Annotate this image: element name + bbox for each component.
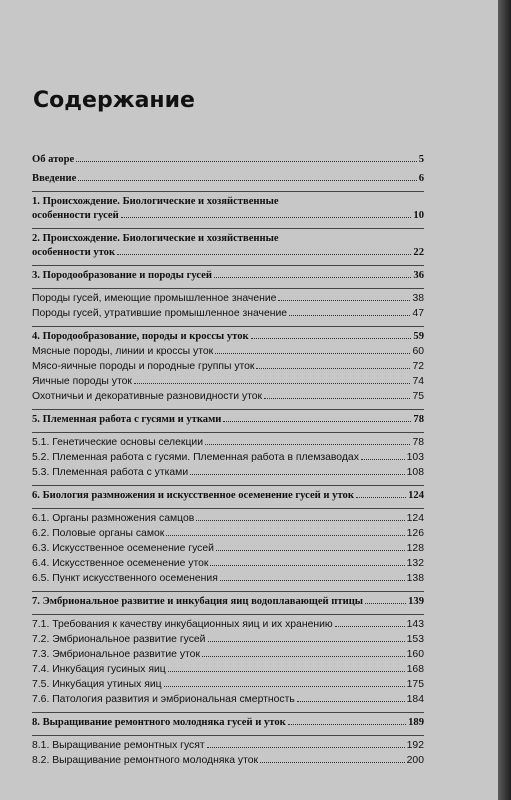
toc-page-number: 75 (412, 391, 424, 402)
toc-entry-title: 8. Выращивание ремонтного молодняка гусей и уток (32, 717, 286, 728)
toc-section (32, 664, 424, 679)
separator-rule (32, 508, 424, 509)
toc-section (32, 361, 424, 376)
toc-entry-title: Охотничьи и декоративные разновидности уток (32, 391, 263, 402)
toc-entry-title: 8.2. Выращивание ремонтного молодняка уток (32, 755, 259, 766)
toc-entry-title-line: 2. Происхождение. Биологические и хозяйственные (32, 233, 279, 244)
toc-section (32, 694, 424, 709)
toc-row (32, 331, 424, 346)
toc-page-number: 60 (412, 346, 424, 357)
toc-entry-title: Породы гусей, имеющие промышленное значение (32, 293, 277, 304)
toc-chapter (32, 196, 424, 225)
toc-page-number: 36 (413, 270, 424, 281)
toc-row (32, 173, 424, 188)
toc-row (32, 649, 424, 664)
toc-row (32, 346, 424, 361)
dot-leader (205, 444, 410, 445)
separator-rule (32, 326, 424, 327)
toc-chapter (32, 596, 424, 611)
toc-entry-title: 6. Биология размножения и искусственное осеменение гусей и уток (32, 490, 354, 501)
toc-row (32, 634, 424, 649)
toc-entry-title: 7.4. Инкубация гусиных яиц (32, 664, 166, 675)
toc-row (32, 154, 424, 169)
toc-row (32, 740, 424, 755)
toc-section (32, 452, 424, 467)
toc-row (32, 210, 424, 225)
dot-leader (288, 724, 406, 725)
toc-section (32, 437, 424, 452)
toc-entry-title: 5. Племенная работа с гусями и утками (32, 414, 222, 425)
toc-page-number: 22 (413, 247, 424, 258)
toc-section (32, 649, 424, 664)
toc-row (32, 664, 424, 679)
toc-row (32, 467, 424, 482)
dot-leader (361, 459, 405, 460)
toc-row (32, 513, 424, 528)
separator-rule (32, 614, 424, 615)
toc-section (32, 755, 424, 770)
toc-section (32, 513, 424, 528)
dot-leader (335, 626, 405, 627)
separator-rule (32, 228, 424, 229)
toc-chapter (32, 270, 424, 285)
toc-chapter (32, 717, 424, 732)
page-title: Содержание (33, 88, 195, 113)
toc-section (32, 346, 424, 361)
toc-page-number: 78 (413, 414, 424, 425)
toc-row (32, 596, 424, 611)
toc-page-number: 138 (406, 573, 424, 584)
separator-rule (32, 485, 424, 486)
toc-row (32, 308, 424, 323)
toc-section (32, 528, 424, 543)
toc-row (32, 619, 424, 634)
toc-page-number: 153 (406, 634, 424, 645)
toc-row (32, 293, 424, 308)
toc-section (32, 679, 424, 694)
toc-page-number: 108 (406, 467, 424, 478)
dot-leader (76, 161, 417, 162)
dot-leader (216, 550, 405, 551)
toc-section (32, 619, 424, 634)
book-spine (498, 0, 511, 800)
toc-page-number: 160 (406, 649, 424, 660)
toc-page-number: 124 (406, 513, 424, 524)
separator-rule (32, 432, 424, 433)
dot-leader (166, 535, 404, 536)
toc-chapter (32, 490, 424, 505)
toc-entry-title: Об аторе (32, 154, 75, 165)
toc-row (32, 755, 424, 770)
table-of-contents (32, 150, 424, 770)
toc-entry-title: 8.1. Выращивание ремонтных гусят (32, 740, 205, 751)
toc-page-number: 128 (406, 543, 424, 554)
dot-leader (207, 747, 405, 748)
toc-section (32, 543, 424, 558)
separator-rule (32, 712, 424, 713)
toc-section (32, 376, 424, 391)
toc-row (32, 717, 424, 732)
toc-page-number: 192 (406, 740, 424, 751)
dot-leader (365, 603, 406, 604)
toc-entry-title: 7.5. Инкубация утиных яиц (32, 679, 162, 690)
toc-entry-title-line: 1. Происхождение. Биологические и хозяйственные (32, 196, 279, 207)
separator-rule (32, 191, 424, 192)
toc-page-number: 200 (406, 755, 424, 766)
toc-entry-title: особенности гусей (32, 210, 119, 221)
toc-chapter (32, 414, 424, 429)
dot-leader (251, 338, 412, 339)
toc-entry-title: 6.3. Искусственное осеменение гусей (32, 543, 214, 554)
toc-chapter (32, 233, 424, 262)
toc-row (32, 414, 424, 429)
toc-entry-title: 7.1. Требования к качеству инкубационных яиц и их хранению (32, 619, 333, 630)
toc-entry-title: Введение (32, 173, 77, 184)
toc-section (32, 293, 424, 308)
toc-row (32, 270, 424, 285)
toc-entry-title: 5.1. Генетические основы селекции (32, 437, 204, 448)
toc-page-number: 168 (406, 664, 424, 675)
toc-row (32, 573, 424, 588)
toc-entry-title: 6.5. Пункт искусственного осеменения (32, 573, 218, 584)
dot-leader (214, 277, 411, 278)
toc-section (32, 308, 424, 323)
dot-leader (260, 762, 405, 763)
toc-entry-title: 7.6. Патология развития и эмбриональная смертность (32, 694, 295, 705)
toc-row (32, 376, 424, 391)
toc-page-number: 139 (408, 596, 424, 607)
dot-leader (223, 421, 411, 422)
dot-leader (164, 686, 405, 687)
toc-row (32, 679, 424, 694)
toc-page-number: 74 (412, 376, 424, 387)
toc-row (32, 361, 424, 376)
toc-entry-title: Мясо-яичные породы и породные группы уток (32, 361, 255, 372)
toc-row (32, 528, 424, 543)
toc-row (32, 694, 424, 709)
dot-leader (278, 300, 410, 301)
toc-page-number: 6 (418, 173, 424, 184)
toc-section (32, 391, 424, 406)
dot-leader (297, 701, 405, 702)
toc-entry-title: Яичные породы уток (32, 376, 132, 387)
toc-page-number: 175 (406, 679, 424, 690)
toc-section (32, 573, 424, 588)
dot-leader (264, 398, 410, 399)
toc-page-number: 38 (412, 293, 424, 304)
toc-row (32, 490, 424, 505)
toc-chapter (32, 154, 424, 169)
toc-page-number: 59 (413, 331, 424, 342)
toc-entry-title: 7. Эмбриональное развитие и инкубация яиц водоплавающей птицы (32, 596, 364, 607)
toc-row (32, 558, 424, 573)
toc-section (32, 740, 424, 755)
toc-page-number: 5 (418, 154, 424, 165)
dot-leader (208, 641, 405, 642)
dot-leader (289, 315, 410, 316)
dot-leader (256, 368, 410, 369)
toc-page-number: 103 (406, 452, 424, 463)
toc-chapter (32, 331, 424, 346)
toc-entry-title: 7.2. Эмбриональное развитие гусей (32, 634, 206, 645)
dot-leader (168, 671, 405, 672)
toc-row (32, 391, 424, 406)
toc-entry-title: 4. Породообразование, породы и кроссы уток (32, 331, 249, 342)
dot-leader (190, 474, 405, 475)
toc-entry-title: 6.1. Органы размножения самцов (32, 513, 195, 524)
toc-entry-title: 3. Породообразование и породы гусей (32, 270, 212, 281)
toc-chapter (32, 173, 424, 188)
dot-leader (134, 383, 411, 384)
dot-leader (220, 580, 405, 581)
toc-row (32, 437, 424, 452)
separator-rule (32, 591, 424, 592)
toc-section (32, 558, 424, 573)
toc-page-number: 10 (413, 210, 424, 221)
separator-rule (32, 735, 424, 736)
dot-leader (121, 217, 412, 218)
toc-page-number: 126 (406, 528, 424, 539)
toc-page-number: 72 (412, 361, 424, 372)
toc-page-number: 184 (406, 694, 424, 705)
toc-page-number: 78 (412, 437, 424, 448)
toc-section (32, 467, 424, 482)
dot-leader (215, 353, 410, 354)
toc-page-number: 189 (408, 717, 424, 728)
dot-leader (202, 656, 405, 657)
toc-row (32, 452, 424, 467)
separator-rule (32, 288, 424, 289)
toc-entry-title: 6.2. Половые органы самок (32, 528, 165, 539)
toc-entry-title: особенности уток (32, 247, 116, 258)
dot-leader (196, 520, 404, 521)
dot-leader (78, 180, 416, 181)
toc-page-number: 47 (412, 308, 424, 319)
dot-leader (210, 565, 404, 566)
toc-row (32, 543, 424, 558)
toc-page-number: 132 (406, 558, 424, 569)
toc-entry-title: Породы гусей, утратившие промышленное значение (32, 308, 288, 319)
toc-section (32, 634, 424, 649)
dot-leader (117, 254, 411, 255)
toc-row (32, 247, 424, 262)
toc-entry-title: 6.4. Искусственное осеменение уток (32, 558, 209, 569)
toc-entry-title: 5.2. Племенная работа с гусями. Племенная работа в племзаводах (32, 452, 359, 463)
separator-rule (32, 409, 424, 410)
dot-leader (356, 497, 406, 498)
toc-entry-title: 5.3. Племенная работа с утками (32, 467, 189, 478)
toc-entry-title: 7.3. Эмбриональное развитие уток (32, 649, 201, 660)
toc-entry-title: Мясные породы, линии и кроссы уток (32, 346, 214, 357)
separator-rule (32, 265, 424, 266)
toc-page-number: 143 (406, 619, 424, 630)
toc-page-number: 124 (408, 490, 424, 501)
